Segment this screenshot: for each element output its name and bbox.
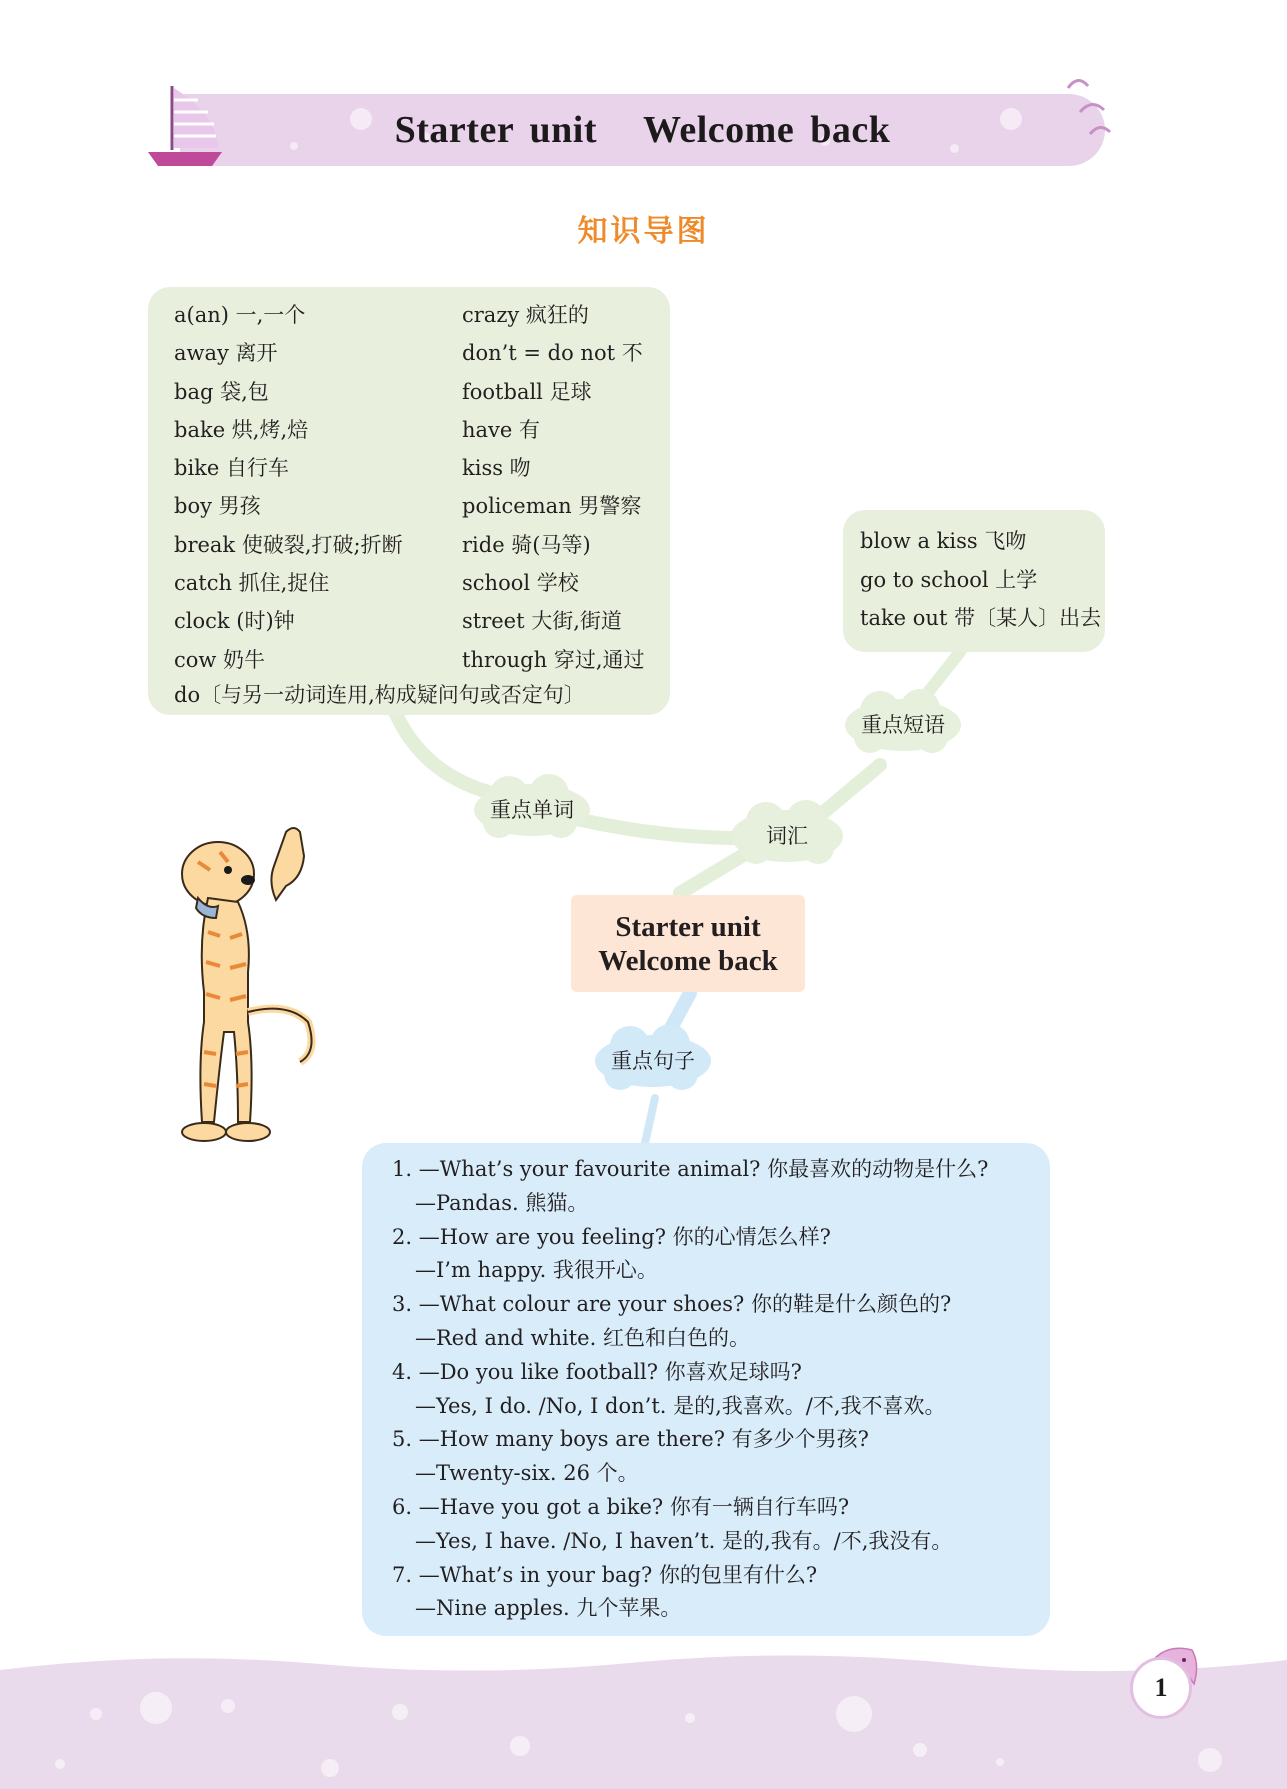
sentence-question: 6. —Have you got a bike? 你有一辆自行车吗? [392, 1494, 850, 1519]
vocab-item: have 有 [462, 417, 541, 442]
mind-map-center [571, 895, 805, 992]
center-line-1: Starter unit [615, 910, 761, 943]
sentence-question: 1. —What’s your favourite animal? 你最喜欢的动物是什么? [392, 1157, 989, 1181]
vocab-column-right [462, 296, 645, 679]
vocab-item: kiss 吻 [462, 456, 531, 481]
sentence-question: 3. —What colour are your shoes? 你的鞋是什么颜色的? [392, 1292, 952, 1317]
vocab-item: bike 自行车 [174, 456, 289, 481]
unit-label: Starter unit [394, 109, 597, 151]
vocab-item: ride 骑(马等) [462, 532, 591, 557]
vocab-item: bag 袋,包 [174, 379, 269, 404]
vocab-item: bake 烘,烤,焙 [174, 417, 309, 442]
page-number: 1 [1130, 1657, 1192, 1719]
vocab-item: football 足球 [462, 379, 592, 404]
vocab-item: crazy 疯狂的 [462, 303, 589, 327]
key-sentences-box [362, 1143, 1050, 1636]
vocab-item: through 穿过,通过 [462, 647, 645, 672]
sentence-answer: —I’m happy. 我很开心。 [415, 1258, 658, 1283]
vocab-item: policeman 男警察 [462, 494, 642, 519]
section-heading: 知识导图 [577, 214, 710, 249]
cloud-label: 重点短语 [861, 713, 945, 737]
sentence-question: 7. —What’s in your bag? 你的包里有什么? [392, 1562, 818, 1587]
center-line-2: Welcome back [598, 944, 778, 977]
sentence-answer: —Twenty-six. 26 个。 [415, 1461, 639, 1486]
phrase-item: go to school 上学 [860, 567, 1038, 592]
sentence-answer: —Red and white. 红色和白色的。 [415, 1325, 750, 1350]
key-phrases-box [843, 510, 1105, 652]
vocab-item: clock (时)钟 [174, 609, 295, 634]
vocab-column-left [174, 296, 403, 679]
vocab-item: cow 奶牛 [174, 647, 266, 672]
vocab-item-do: do〔与另一动词连用,构成疑问句或否定句〕 [174, 683, 585, 707]
cloud-label: 重点单词 [490, 798, 574, 822]
sentence-question: 5. —How many boys are there? 有多少个男孩? [392, 1427, 869, 1452]
page-title [180, 94, 1105, 166]
sentence-question: 2. —How are you feeling? 你的心情怎么样? [392, 1224, 831, 1249]
vocab-item: away 离开 [174, 341, 278, 366]
key-words-box [148, 287, 670, 715]
sentence-question: 4. —Do you like football? 你喜欢足球吗? [392, 1359, 802, 1384]
footer-wave [0, 1650, 1287, 1789]
cloud-key-words [469, 770, 595, 848]
vocab-item: catch 抓住,捉住 [174, 571, 330, 596]
tiger-illustration [168, 822, 328, 1156]
cloud-label: 词汇 [766, 824, 808, 848]
vocab-item: school 学校 [462, 571, 579, 596]
phrase-item: take out 带〔某人〕出去 [860, 606, 1102, 630]
vocab-item: street 大街,街道 [462, 609, 622, 634]
sentence-answer: —Pandas. 熊猫。 [415, 1190, 589, 1215]
vocab-item: don’t = do not 不 [462, 341, 643, 366]
vocab-item: boy 男孩 [174, 494, 261, 519]
sentence-answer: —Yes, I have. /No, I haven’t. 是的,我有。/不,我没有。 [415, 1528, 953, 1553]
vocab-item: break 使破裂,打破;折断 [174, 532, 403, 557]
cloud-vocab [726, 796, 848, 874]
sentence-answer: —Yes, I do. /No, I don’t. 是的,我喜欢。/不,我不喜欢。 [415, 1393, 946, 1418]
cloud-label: 重点句子 [611, 1049, 695, 1073]
phrase-item: blow a kiss 飞吻 [860, 529, 1027, 553]
cloud-key-phrases [840, 685, 966, 763]
sentence-answer: —Nine apples. 九个苹果。 [415, 1596, 682, 1621]
unit-title-text: Welcome back [642, 109, 891, 151]
vocab-item: a(an) 一,一个 [174, 303, 306, 327]
cloud-key-sentences [590, 1020, 716, 1100]
